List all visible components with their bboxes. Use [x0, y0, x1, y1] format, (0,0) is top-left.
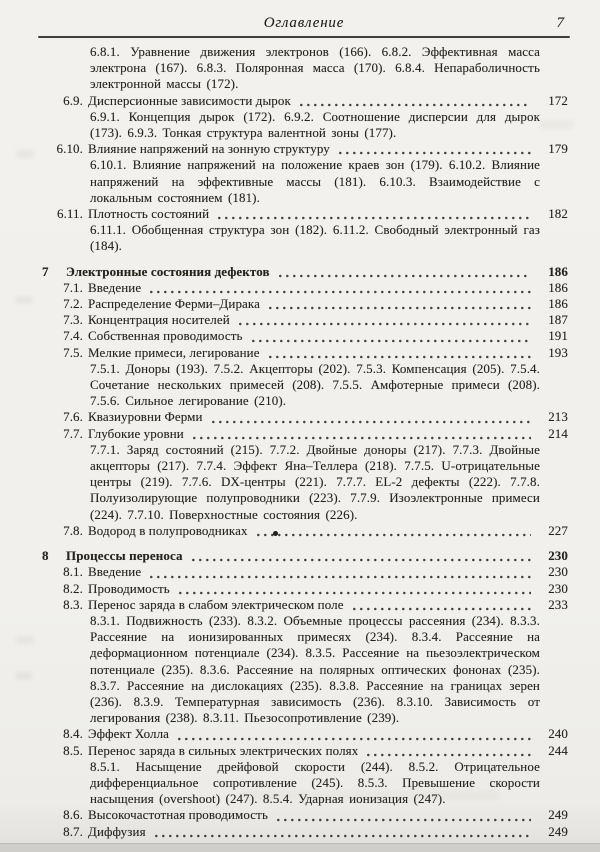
toc-section-row — [0, 345, 568, 361]
entry-title: Собственная проводимость — [88, 328, 243, 344]
entry-page: 172 — [548, 92, 568, 108]
scan-bottom-edge — [0, 843, 600, 852]
entry-page: 230 — [548, 548, 568, 564]
entry-page: 187 — [548, 312, 568, 328]
toc-section-row — [0, 206, 568, 222]
entry-title: Плотность состояний — [88, 206, 210, 222]
entry-title: Водород в полупроводниках — [88, 522, 248, 538]
dot-leader — [252, 339, 531, 343]
toc-section-row — [0, 426, 568, 442]
toc-chapter-row — [0, 548, 568, 564]
toc-subsection-paragraph — [0, 361, 568, 410]
toc-chapter-row — [0, 264, 568, 280]
toc-section-row — [0, 523, 568, 539]
scan-artifact — [16, 150, 34, 158]
dot-leader — [339, 151, 531, 155]
toc-section-row — [0, 280, 568, 296]
dot-leader — [269, 306, 531, 310]
entry-number: 6.9. — [63, 92, 83, 108]
toc-section-row — [0, 597, 568, 613]
entry-number: 7.5. — [63, 344, 83, 360]
toc-subsection-paragraph — [0, 44, 568, 93]
dot-leader — [239, 322, 531, 326]
entry-page: 186 — [548, 296, 568, 312]
entry-title: Концентрация носителей — [88, 312, 230, 328]
entry-title: Дисперсионные зависимости дырок — [88, 92, 291, 108]
entry-title: Распределение Ферми–Дирака — [88, 296, 261, 312]
toc-section-row — [0, 581, 568, 597]
entry-text: 6.11.1. Обобщенная структура зон (182). 6.11.2. Свободный электронный газ (184). — [90, 222, 540, 254]
entry-number: 8.2. — [63, 580, 83, 596]
toc-section-row — [0, 743, 568, 759]
entry-text: 6.8.1. Уравнение движения электронов (166). 6.8.2. Эффективная масса электрона (167). 6.8.3. Поляронная масса (170). 6.8.4. Непараболичность электронной массы (172). — [90, 44, 540, 92]
entry-text: 7.5.1. Доноры (193). 7.5.2. Акцепторы (202). 7.5.3. Компенсация (205). 7.5.4. Сочетание нескольких примесей (208). 7.5.5. Амфотерные примеси (208). 7.5.6. Сильное легирование (210). — [90, 360, 540, 409]
entry-number: 7.3. — [63, 312, 83, 328]
scan-artifact — [15, 672, 33, 680]
dot-leader — [300, 103, 531, 107]
entry-page: 179 — [548, 141, 568, 157]
entry-page: 186 — [548, 263, 568, 279]
entry-number: 6.10. — [56, 141, 83, 157]
entry-title: Диффузия — [88, 823, 146, 839]
toc-section-row — [0, 141, 568, 157]
entry-text: 8.5.1. Насыщение дрейфовой скорости (244). 8.5.2. Отрицательное дифференциальное сопротивление (245). 8.5.3. Превышение скорости насыщения (overshoot) (247). 8.5.4. Ударная ионизация (247). — [90, 758, 540, 807]
entry-number: 8.3. — [63, 596, 83, 612]
toc — [0, 44, 568, 852]
entry-page: 191 — [548, 328, 568, 344]
toc-subsection-paragraph — [0, 759, 568, 808]
toc-section-row — [0, 824, 568, 840]
toc-section-row — [0, 312, 568, 328]
entry-page: 240 — [548, 726, 568, 742]
scan-artifact — [240, 790, 500, 800]
entry-title: Электронные состояния дефектов — [66, 263, 270, 279]
dot-leader — [178, 737, 531, 741]
dot-leader — [269, 355, 531, 359]
entry-title: Проводимость — [88, 580, 170, 596]
entry-text: 8.3.1. Подвижность (233). 8.3.2. Объемные процессы рассеяния (234). 8.3.3. Рассеяние на ионизированных примесях (234). 8.3.4. Рассеяние на деформационном потенциале (234). 8.3.5. Рассеяние на пьезоэлектрическом потенциале (235). 8.3.6. Рассеяние на полярных оптических фононах (235). 8.3.7. Рассеяние на дислокациях (235). 8.3.8. Рассеяние на границах зерен (236). 8.3.9. Температурная зависимость (236). 8.3.10. Зависимость от легирования (238). 8.3.11. Пьезосопротивление (239). — [90, 612, 540, 726]
entry-text: 7.7.1. Заряд состояний (215). 7.7.2. Двойные доноры (217). 7.7.3. Двойные акцепторы (217). 7.7.4. Эффект Яна–Теллера (218). 7.7.5. U-отрицательные центры (219). 7.7.6. DX-центры (221). 7.7.7. EL-2 дефекты (222). 7.7.8. Полуизолирующие полупроводники (223). 7.7.9. Изоэлектронные примеси (224). 7.7.10. Поверхностные состояния (226). — [90, 441, 540, 522]
page-header — [38, 13, 570, 37]
toc-section-row — [0, 328, 568, 344]
entry-number: 8.6. — [63, 807, 83, 823]
entry-page: 244 — [548, 742, 568, 758]
dot-leader — [277, 818, 531, 822]
entry-title: Глубокие уровни — [88, 425, 184, 441]
dot-leader — [150, 575, 531, 579]
toc-subsection-paragraph — [0, 109, 568, 141]
toc-subsection-paragraph — [0, 442, 568, 523]
toc-section-row — [0, 726, 568, 742]
entry-page: 230 — [548, 580, 568, 596]
dot-leader — [192, 558, 531, 562]
entry-page: 186 — [548, 279, 568, 295]
entry-title: Мелкие примеси, легирование — [88, 344, 260, 360]
toc-section-row — [0, 93, 568, 109]
toc-subsection-paragraph — [0, 613, 568, 726]
dot-leader — [193, 436, 531, 440]
dot-leader — [212, 420, 531, 424]
page-number: 7 — [556, 15, 564, 31]
header-rule — [38, 36, 570, 38]
running-head: Оглавление — [263, 15, 345, 31]
entry-number: 8.4. — [63, 726, 83, 742]
scan-artifact — [15, 296, 33, 304]
entry-page: 227 — [548, 522, 568, 538]
entry-number: 8 — [42, 548, 49, 564]
entry-page: 193 — [548, 344, 568, 360]
entry-text: 6.9.1. Концепция дырок (172). 6.9.2. Соотношение дисперсии для дырок (173). 6.9.3. Тонкая структура валентной зоны (177). — [90, 108, 540, 141]
dot-leader — [353, 607, 531, 611]
ink-blob — [273, 531, 278, 536]
entry-number: 7.2. — [63, 296, 83, 312]
entry-title: Высокочастотная проводимость — [88, 807, 268, 823]
entry-page: 214 — [548, 425, 568, 441]
dot-leader — [150, 290, 531, 294]
dot-leader — [155, 834, 531, 838]
entry-title: Перенос заряда в слабом электрическом поле — [88, 596, 344, 612]
entry-title: Введение — [88, 564, 142, 580]
toc-section-row — [0, 807, 568, 823]
dot-leader — [179, 591, 531, 595]
entry-number: 7.7. — [63, 425, 83, 441]
dot-leader — [218, 216, 531, 220]
toc-section-row — [0, 409, 568, 425]
entry-number: 8.1. — [63, 564, 83, 580]
entry-number: 7.4. — [63, 328, 83, 344]
scan-artifact — [540, 120, 574, 129]
entry-number: 8.7. — [63, 823, 83, 839]
entry-number: 7 — [42, 263, 49, 279]
dot-leader — [367, 753, 531, 757]
entry-title: Перенос заряда в сильных электрических полях — [88, 742, 359, 758]
entry-title: Квазиуровни Ферми — [88, 409, 203, 425]
entry-page: 233 — [548, 596, 568, 612]
entry-page: 213 — [548, 409, 568, 425]
toc-section-row — [0, 564, 568, 580]
entry-title: Влияние напряжений на зонную структуру — [88, 141, 330, 157]
toc-subsection-paragraph — [0, 222, 568, 254]
scan-artifact — [16, 636, 34, 644]
entry-number: 6.11. — [56, 206, 83, 222]
entry-title: Процессы переноса — [66, 548, 183, 564]
entry-number: 7.6. — [63, 409, 83, 425]
toc-subsection-paragraph — [0, 157, 568, 206]
dot-leader — [257, 533, 531, 537]
entry-number: 7.8. — [63, 522, 83, 538]
entry-page: 249 — [548, 807, 568, 823]
dot-leader — [279, 274, 531, 278]
entry-page: 249 — [548, 823, 568, 839]
entry-number: 7.1. — [63, 279, 83, 295]
toc-section-row — [0, 296, 568, 312]
entry-text: 6.10.1. Влияние напряжений на положение краев зон (179). 6.10.2. Влияние напряжений на эффективные массы (181). 6.10.3. Взаимодействие с локальным состоянием (181). — [90, 157, 540, 205]
entry-page: 182 — [548, 206, 568, 222]
entry-title: Эффект Холла — [88, 726, 170, 742]
entry-number: 8.5. — [63, 742, 83, 758]
entry-title: Введение — [88, 279, 142, 295]
entry-page: 230 — [548, 564, 568, 580]
